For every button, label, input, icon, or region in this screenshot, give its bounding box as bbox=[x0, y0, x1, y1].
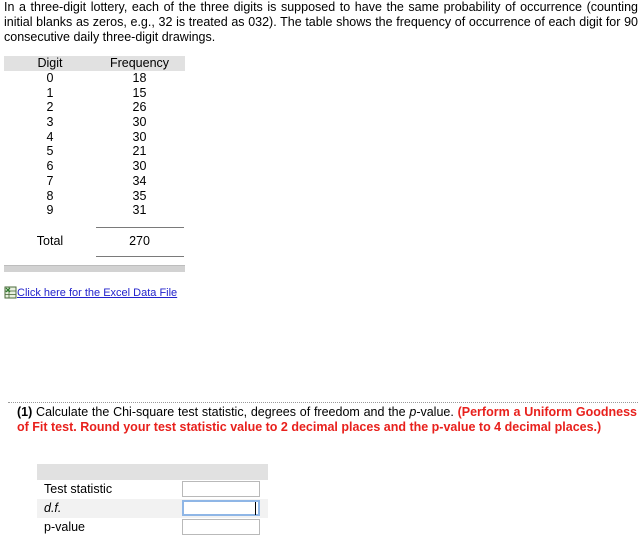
digit-cell: 0 bbox=[46, 71, 54, 85]
question-text: Calculate the Chi-square test statistic, degrees of freedom and the bbox=[32, 405, 410, 419]
total-row bbox=[4, 234, 185, 250]
table-footer-bar bbox=[4, 265, 185, 272]
header-frequency: Frequency bbox=[109, 56, 170, 70]
total-bottom-rule bbox=[96, 256, 184, 257]
text-cursor bbox=[255, 502, 256, 515]
answer-table-header bbox=[37, 464, 268, 480]
header-digit: Digit bbox=[37, 56, 63, 70]
question-1 bbox=[17, 405, 637, 435]
total-value: 270 bbox=[129, 234, 150, 248]
digit-cell: 1 bbox=[46, 85, 54, 100]
table-row bbox=[4, 71, 185, 86]
digit-cell: 5 bbox=[46, 144, 54, 159]
frequency-cell: 35 bbox=[132, 188, 147, 203]
frequency-cell: 21 bbox=[132, 144, 147, 159]
digit-cell: 8 bbox=[46, 188, 54, 203]
digit-cell: 6 bbox=[46, 159, 54, 174]
excel-data-link-container[interactable] bbox=[4, 286, 177, 299]
digit-cell: 7 bbox=[46, 173, 54, 188]
total-top-rule bbox=[96, 227, 184, 228]
digit-cell: 9 bbox=[46, 203, 54, 218]
question-text-2: -value. bbox=[416, 405, 458, 419]
df-input[interactable] bbox=[182, 500, 260, 516]
frequency-cell: 26 bbox=[132, 100, 147, 115]
total-label: Total bbox=[36, 234, 64, 248]
test-statistic-label: Test statistic bbox=[44, 482, 113, 496]
frequency-table bbox=[4, 56, 185, 218]
table-row bbox=[4, 174, 185, 189]
frequency-cell: 34 bbox=[132, 173, 147, 188]
excel-file-icon bbox=[4, 286, 17, 299]
question-instruction: (Perform a Uniform Goodness of Fit test. Round your test statistic value to 2 decimal places and the p-value to 4 decimal places.) bbox=[17, 405, 637, 434]
frequency-cell: 30 bbox=[132, 115, 147, 130]
table-row bbox=[4, 203, 185, 218]
table-row bbox=[4, 100, 185, 115]
excel-data-link[interactable]: Click here for the Excel Data File bbox=[17, 286, 178, 299]
table-row bbox=[4, 144, 185, 159]
pvalue-label: p-value bbox=[44, 520, 85, 534]
problem-intro: In a three-digit lottery, each of the three digits is supposed to have the same probability of occurrence (counting initial blanks as zeros, e.g., 32 is treated as 032). The table shows the frequency of occurrence of each digit for 90 consecutive daily three-digit drawings. bbox=[4, 0, 638, 44]
table-row bbox=[4, 115, 185, 130]
question-number: (1) bbox=[17, 405, 33, 419]
table-row bbox=[4, 86, 185, 101]
frequency-cell: 30 bbox=[132, 159, 147, 174]
question-pvalue-word: p bbox=[409, 405, 417, 419]
frequency-cell: 18 bbox=[132, 71, 147, 85]
pvalue-input[interactable] bbox=[182, 519, 260, 535]
section-divider bbox=[8, 402, 638, 403]
df-label-text: d.f. bbox=[44, 501, 62, 515]
df-label bbox=[44, 501, 61, 515]
frequency-cell: 15 bbox=[132, 85, 147, 100]
table-row bbox=[4, 189, 185, 204]
digit-cell: 2 bbox=[46, 100, 54, 115]
table-row bbox=[4, 159, 185, 174]
table-header bbox=[4, 56, 185, 71]
test-statistic-input[interactable] bbox=[182, 481, 260, 497]
digit-cell: 4 bbox=[46, 129, 54, 144]
digit-cell: 3 bbox=[46, 115, 54, 130]
table-row bbox=[4, 130, 185, 145]
frequency-cell: 30 bbox=[132, 129, 147, 144]
frequency-cell: 31 bbox=[132, 203, 147, 218]
